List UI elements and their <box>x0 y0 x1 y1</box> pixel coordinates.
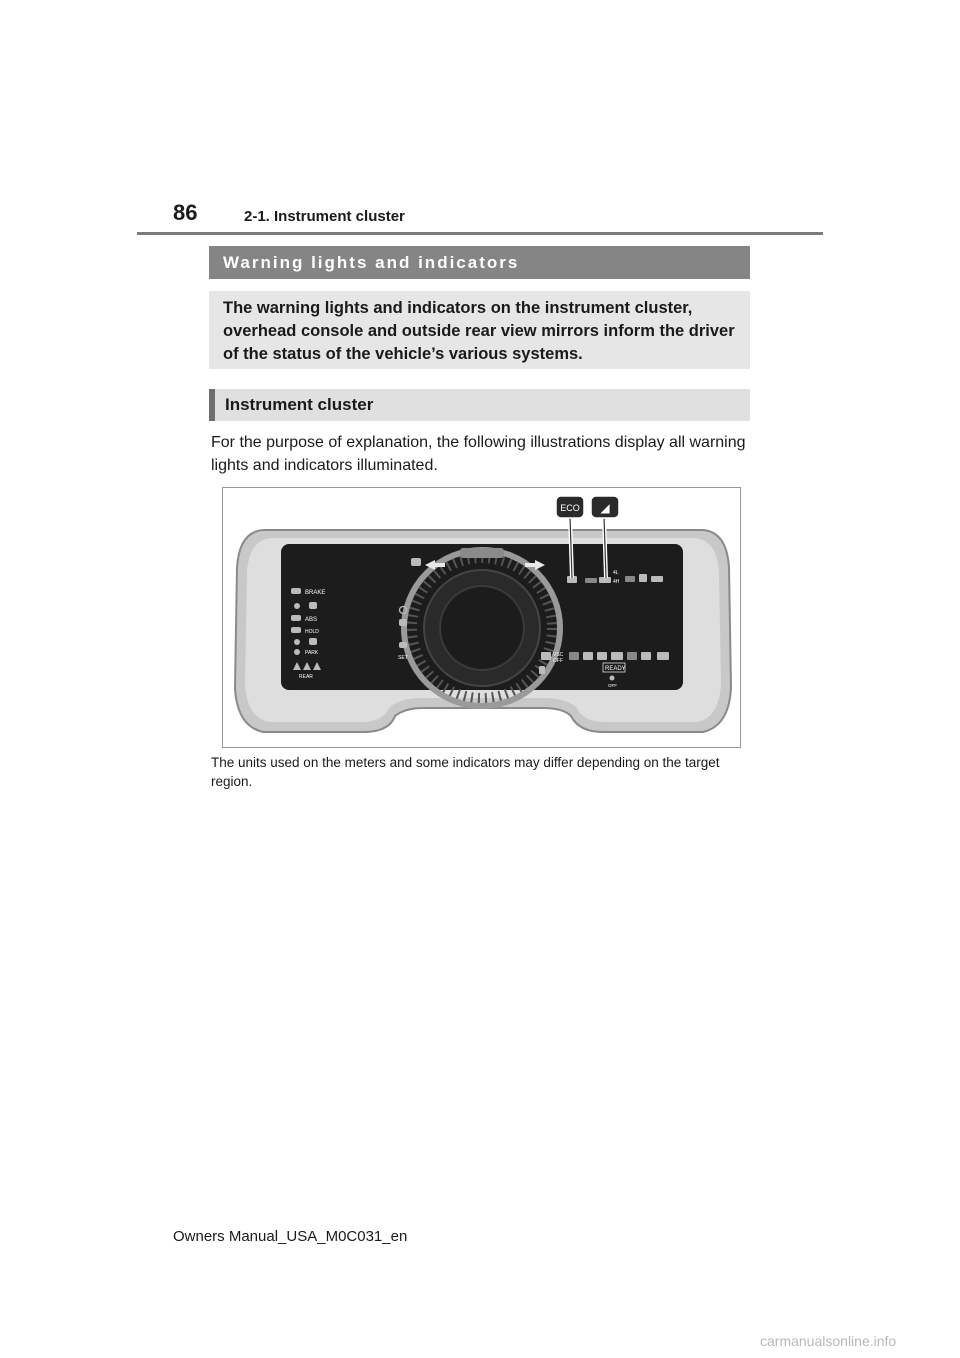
four-low-label: 4L <box>613 570 619 576</box>
lane-assist-icon <box>411 558 421 566</box>
ready-label: READY <box>605 666 626 672</box>
driving-mode-off-label: OFF <box>608 683 617 688</box>
hold-label: HOLD <box>305 629 319 635</box>
auto-lsd-icon <box>625 576 635 582</box>
instrument-cluster-figure <box>222 487 741 748</box>
vsc-warning-icon <box>541 652 551 660</box>
body-text: For the purpose of explanation, the following illustrations display all warning lights and indicators illuminated. <box>211 434 746 474</box>
rear-label: REAR <box>299 674 313 680</box>
set-label: SET <box>398 655 408 661</box>
stop-lamp-icon <box>657 652 669 660</box>
headlight-icon <box>291 615 301 621</box>
fog-light-icon <box>291 588 301 594</box>
bsm-icon <box>583 652 593 660</box>
section-label: 2-1. Instrument cluster <box>244 208 405 225</box>
gauge-top-cap <box>460 548 504 558</box>
trailer-icon <box>651 576 663 582</box>
cluster-illustration <box>223 488 742 749</box>
light-indicator-icon <box>294 603 300 609</box>
page-title: Warning lights and indicators <box>209 246 750 279</box>
tire-icon <box>309 602 317 609</box>
cruise-icon <box>399 642 407 648</box>
note-text: The units used on the meters and some indicators may differ depending on the target region. <box>211 755 720 789</box>
parking-support-icon <box>611 652 623 660</box>
turn-signal-left-stem <box>435 563 445 567</box>
off-road-callout-label: ◢ <box>600 501 610 515</box>
footer-manual-id: Owners Manual_USA_M0C031_en <box>173 1228 408 1245</box>
rear-diff-icon <box>639 574 647 582</box>
seatbelt-icon <box>294 639 300 645</box>
crawl-indicator-icon <box>585 578 597 583</box>
abs-label: ABS <box>305 617 318 623</box>
fuel-icon <box>539 666 545 674</box>
header-rule <box>137 232 823 235</box>
park-label: PARK <box>305 650 319 656</box>
four-high-label: 4H <box>613 579 620 585</box>
steering-lock-icon <box>399 619 407 626</box>
subheading: Instrument cluster <box>209 389 750 421</box>
eco-callout-label: ECO <box>560 503 580 513</box>
turn-signal-right-stem <box>525 563 535 567</box>
airbag-icon <box>294 649 300 655</box>
brake-sys-icon <box>309 638 317 645</box>
gauge-center <box>440 586 524 670</box>
watermark: carmanualsonline.info <box>760 1333 897 1349</box>
pcs-icon <box>569 652 579 660</box>
lda-icon <box>627 652 637 660</box>
intro-box: The warning lights and indicators on the instrument cluster, overhead console and outside rear view mirrors inform the driver of the status of the vehicle’s various systems. <box>209 291 750 369</box>
check-engine-icon <box>641 652 651 660</box>
page-number: 86 <box>173 200 198 225</box>
rear-seatbelt-icon <box>293 662 321 670</box>
rcta-icon <box>597 652 607 660</box>
driving-mode-icon <box>610 676 615 681</box>
brake-label: BRAKE <box>305 590 326 596</box>
beam-icon <box>291 627 301 633</box>
vsc-label: VSC <box>553 652 564 658</box>
vsc-off-label: OFF <box>553 658 563 664</box>
